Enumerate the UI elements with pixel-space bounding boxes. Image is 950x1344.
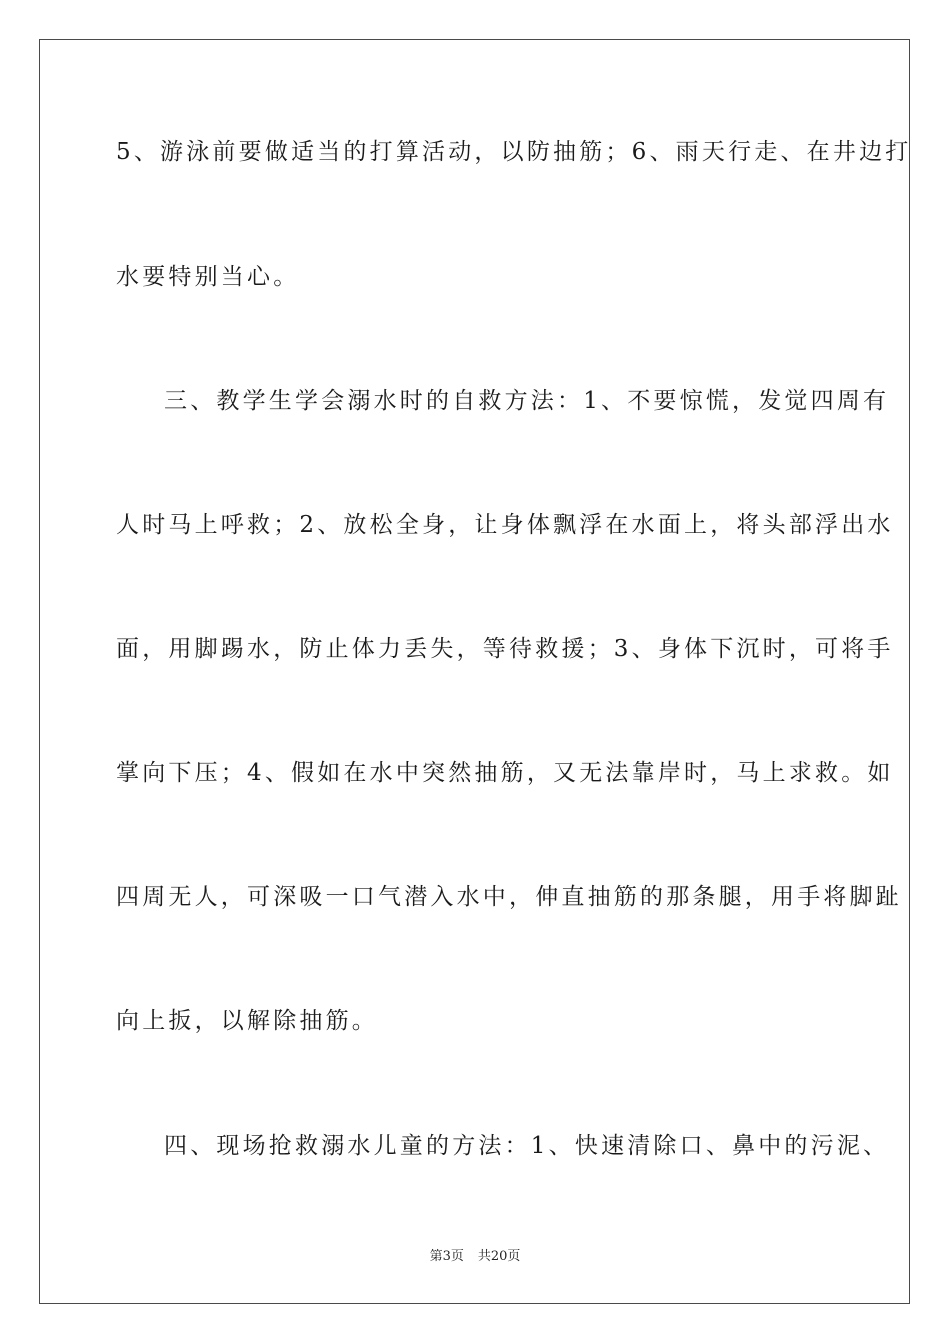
paragraph-line: 三、教学生学会溺水时的自救方法：1、不要惊慌，发觉四周有 [164,388,890,414]
paragraph-line: 四、现场抢救溺水儿童的方法：1、快速清除口、鼻中的污泥、 [164,1133,890,1159]
paragraph-line: 向上扳，以解除抽筋。 [116,1008,378,1034]
paragraph-line: 人时马上呼救；2、放松全身，让身体飘浮在水面上，将头部浮出水 [116,512,894,538]
paragraph-line: 四周无人，可深吸一口气潜入水中，伸直抽筋的那条腿，用手将脚趾 [116,884,902,910]
page-number: 第3页 [429,1249,464,1264]
paragraph-line: 掌向下压；4、假如在水中突然抽筋，又无法靠岸时，马上求救。如 [116,760,894,786]
paragraph-line: 水要特别当心。 [116,264,300,290]
page-total: 共20页 [477,1249,521,1264]
paragraph-line: 面，用脚踢水，防止体力丢失，等待救援；3、身体下沉时，可将手 [116,636,894,662]
page-border [39,39,910,1304]
page-footer [0,1248,950,1266]
paragraph-line: 5、游泳前要做适当的打算活动，以防抽筋；6、雨天行走、在井边打 [116,139,912,165]
